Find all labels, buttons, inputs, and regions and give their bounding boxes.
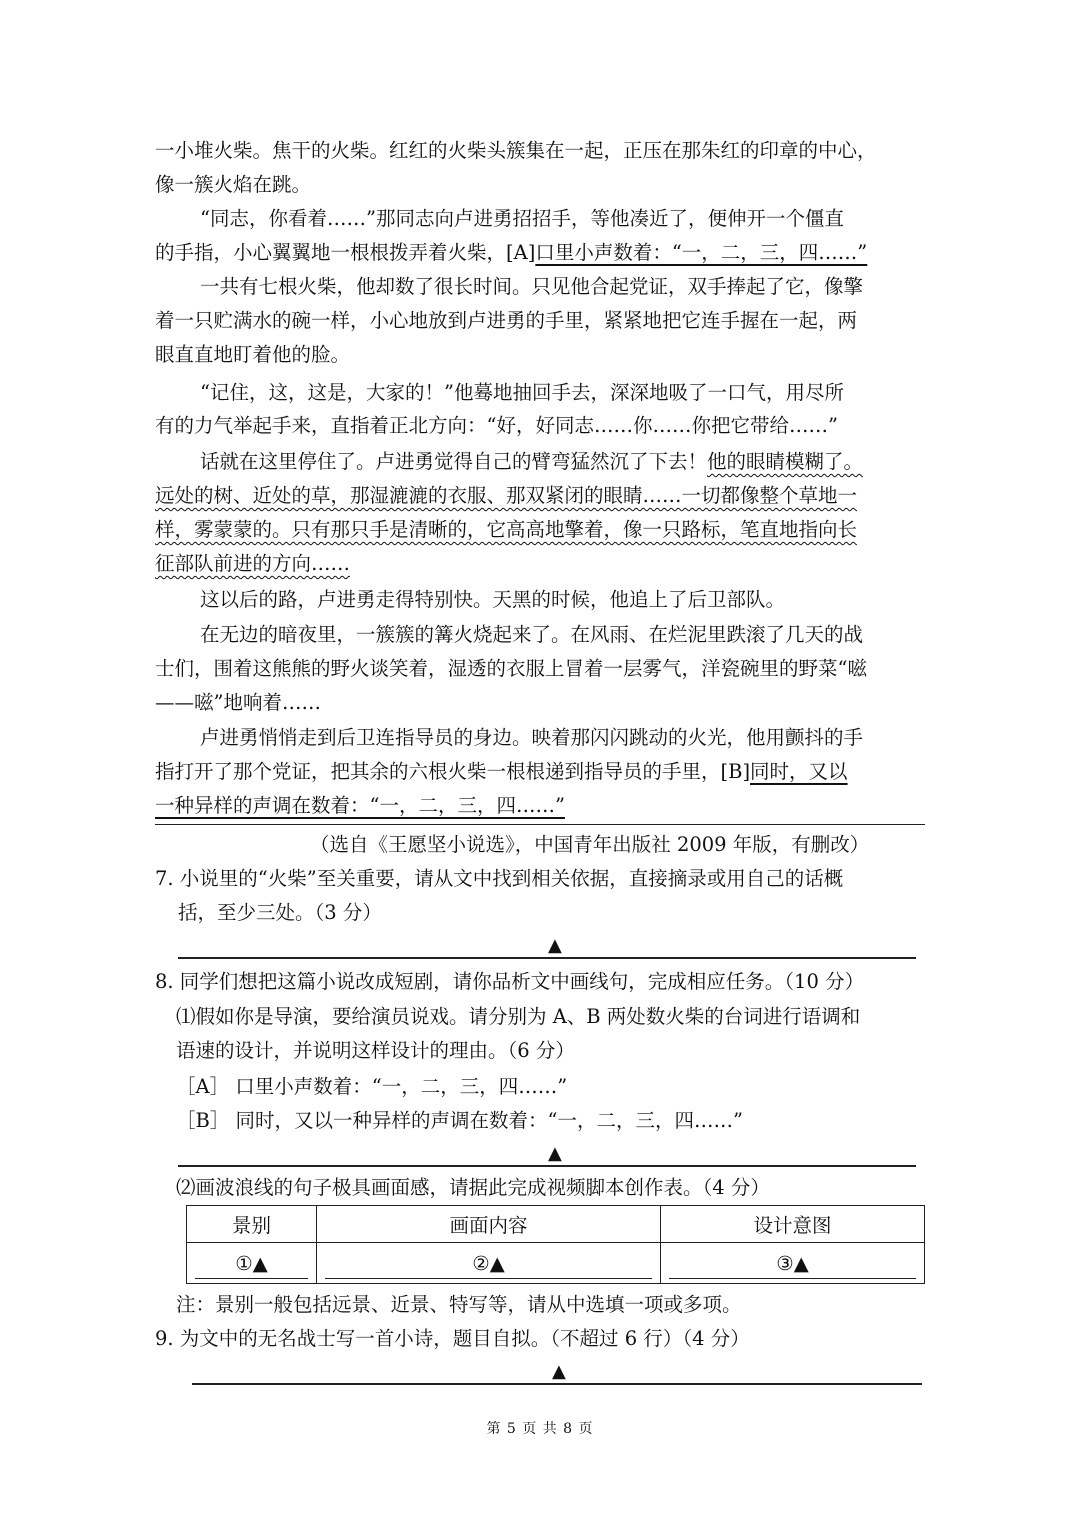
line-b: ［B］ 同时，又以一种异样的声调在数着：“一，二，三，四……”: [176, 1109, 743, 1132]
passage-line: [155, 549, 350, 579]
wavy-sentence: 样，雾蒙蒙的。只有那只手是清晰的，它高高地擎着，像一只路标，笔直地指向长: [155, 518, 858, 541]
video-script-table: [186, 1205, 925, 1284]
passage-line: 在无边的暗夜里，一簇簇的篝火烧起来了。在风雨、在烂泥里跌滚了几天的战: [200, 623, 864, 646]
underlined-sentence-b: 一种异样的声调在数着：“一，二，三，四……”: [155, 794, 565, 817]
answer-line-q7[interactable]: [178, 957, 916, 959]
passage-line: 着一只贮满水的碗一样，小心地放到卢进勇的手里，紧紧地把它连手握在一起，两: [155, 309, 858, 332]
passage-text: 指打开了那个党证，把其余的六根火柴一根根递到指导员的手里，[B]: [155, 760, 751, 783]
passage-text: 话就在这里停住了。卢进勇觉得自己的臂弯猛然沉了下去！: [200, 450, 708, 473]
passage-line: 像一簇火焰在跳。: [155, 173, 312, 196]
question-7: 括，至少三处。（3 分）: [178, 901, 382, 924]
table-header: 设计意图: [661, 1206, 925, 1243]
page-number: 第 5 页 共 8 页: [486, 1421, 594, 1437]
answer-line-q9[interactable]: [192, 1383, 922, 1385]
passage-line: [155, 238, 867, 268]
passage-line: ——嗞”地响着……: [155, 691, 321, 714]
passage-line: 一共有七根火柴，他却数了很长时间。只见他合起党证，双手捧起了它，像擎: [200, 275, 864, 298]
question-8-1: 语速的设计，并说明这样设计的理由。（6 分）: [176, 1039, 575, 1062]
source-citation: （选自《王愿坚小说选》，中国青年出版社 2009 年版，有删改）: [310, 833, 870, 856]
table-header: 景别: [187, 1206, 317, 1243]
passage-line: [155, 757, 848, 787]
answer-blank-1[interactable]: ①▲: [195, 1250, 308, 1279]
passage-line: 有的力气举起手来，直指着正北方向：“好，好同志……你……你把它带给……”: [155, 414, 838, 437]
table-cell[interactable]: [317, 1243, 661, 1284]
passage-divider: [155, 824, 925, 825]
answer-blank-3[interactable]: ③▲: [669, 1250, 916, 1279]
question-8-1: ⑴假如你是导演，要给演员说戏。请分别为 A、B 两处数火柴的台词进行语调和: [176, 1005, 861, 1028]
table-cell[interactable]: [187, 1243, 317, 1284]
answer-line-q8-1[interactable]: [178, 1165, 916, 1167]
passage-line: 这以后的路，卢进勇走得特别快。天黑的时候，他追上了后卫部队。: [200, 588, 786, 611]
question-9: 9. 为文中的无名战士写一首小诗，题目自拟。（不超过 6 行）（4 分）: [155, 1327, 750, 1350]
table-note: 注：景别一般包括远景、近景、特写等，请从中选填一项或多项。: [176, 1293, 742, 1316]
passage-line: [200, 447, 863, 477]
answer-triangle-icon: ▲: [552, 1361, 566, 1382]
question-8-2: ⑵画波浪线的句子极具画面感，请据此完成视频脚本创作表。（4 分）: [176, 1176, 770, 1199]
question-7: 7. 小说里的“火柴”至关重要，请从文中找到相关依据，直接摘录或用自己的话概: [155, 867, 844, 890]
passage-line: 士们，围着这熊熊的野火谈笑着，湿透的衣服上冒着一层雾气，洋瓷碗里的野菜“嗞: [155, 657, 867, 680]
wavy-sentence: 征部队前进的方向……: [155, 552, 351, 575]
underlined-sentence-b: 同时，又以: [750, 760, 848, 783]
answer-triangle-icon: ▲: [548, 1143, 562, 1164]
answer-blank-2[interactable]: ②▲: [325, 1250, 652, 1279]
passage-line: [155, 791, 565, 821]
passage-line: 一小堆火柴。焦干的火柴。红红的火柴头簇集在一起，正压在那朱红的印章的中心，: [155, 139, 877, 162]
passage-text: 的手指，小心翼翼地一根根拨弄着火柴，[A]: [155, 241, 536, 264]
question-8: 8. 同学们想把这篇小说改成短剧，请你品析文中画线句，完成相应任务。（10 分）: [155, 970, 865, 993]
wavy-sentence: 远处的树、近处的草，那湿漉漉的衣服、那双紧闭的眼睛……一切都像整个草地一: [155, 484, 858, 507]
table-header: 画面内容: [317, 1206, 661, 1243]
wavy-sentence: 他的眼睛模糊了。: [707, 450, 864, 473]
passage-line: 卢进勇悄悄走到后卫连指导员的身边。映着那闪闪跳动的火光，他用颤抖的手: [200, 726, 864, 749]
line-a: ［A］ 口里小声数着：“一，二，三，四……”: [176, 1075, 568, 1098]
passage-line: 眼直直地盯着他的脸。: [155, 343, 351, 366]
passage-line: “同志，你看着……”那同志向卢进勇招招手，等他凑近了，便伸开一个僵直: [200, 207, 844, 230]
passage-line: “记住，这，这是，大家的！”他蓦地抽回手去，深深地吸了一口气，用尽所: [200, 381, 844, 404]
answer-triangle-icon: ▲: [548, 935, 562, 956]
underlined-sentence-a: 口里小声数着：“一，二，三，四……”: [535, 241, 868, 264]
table-cell[interactable]: [661, 1243, 925, 1284]
